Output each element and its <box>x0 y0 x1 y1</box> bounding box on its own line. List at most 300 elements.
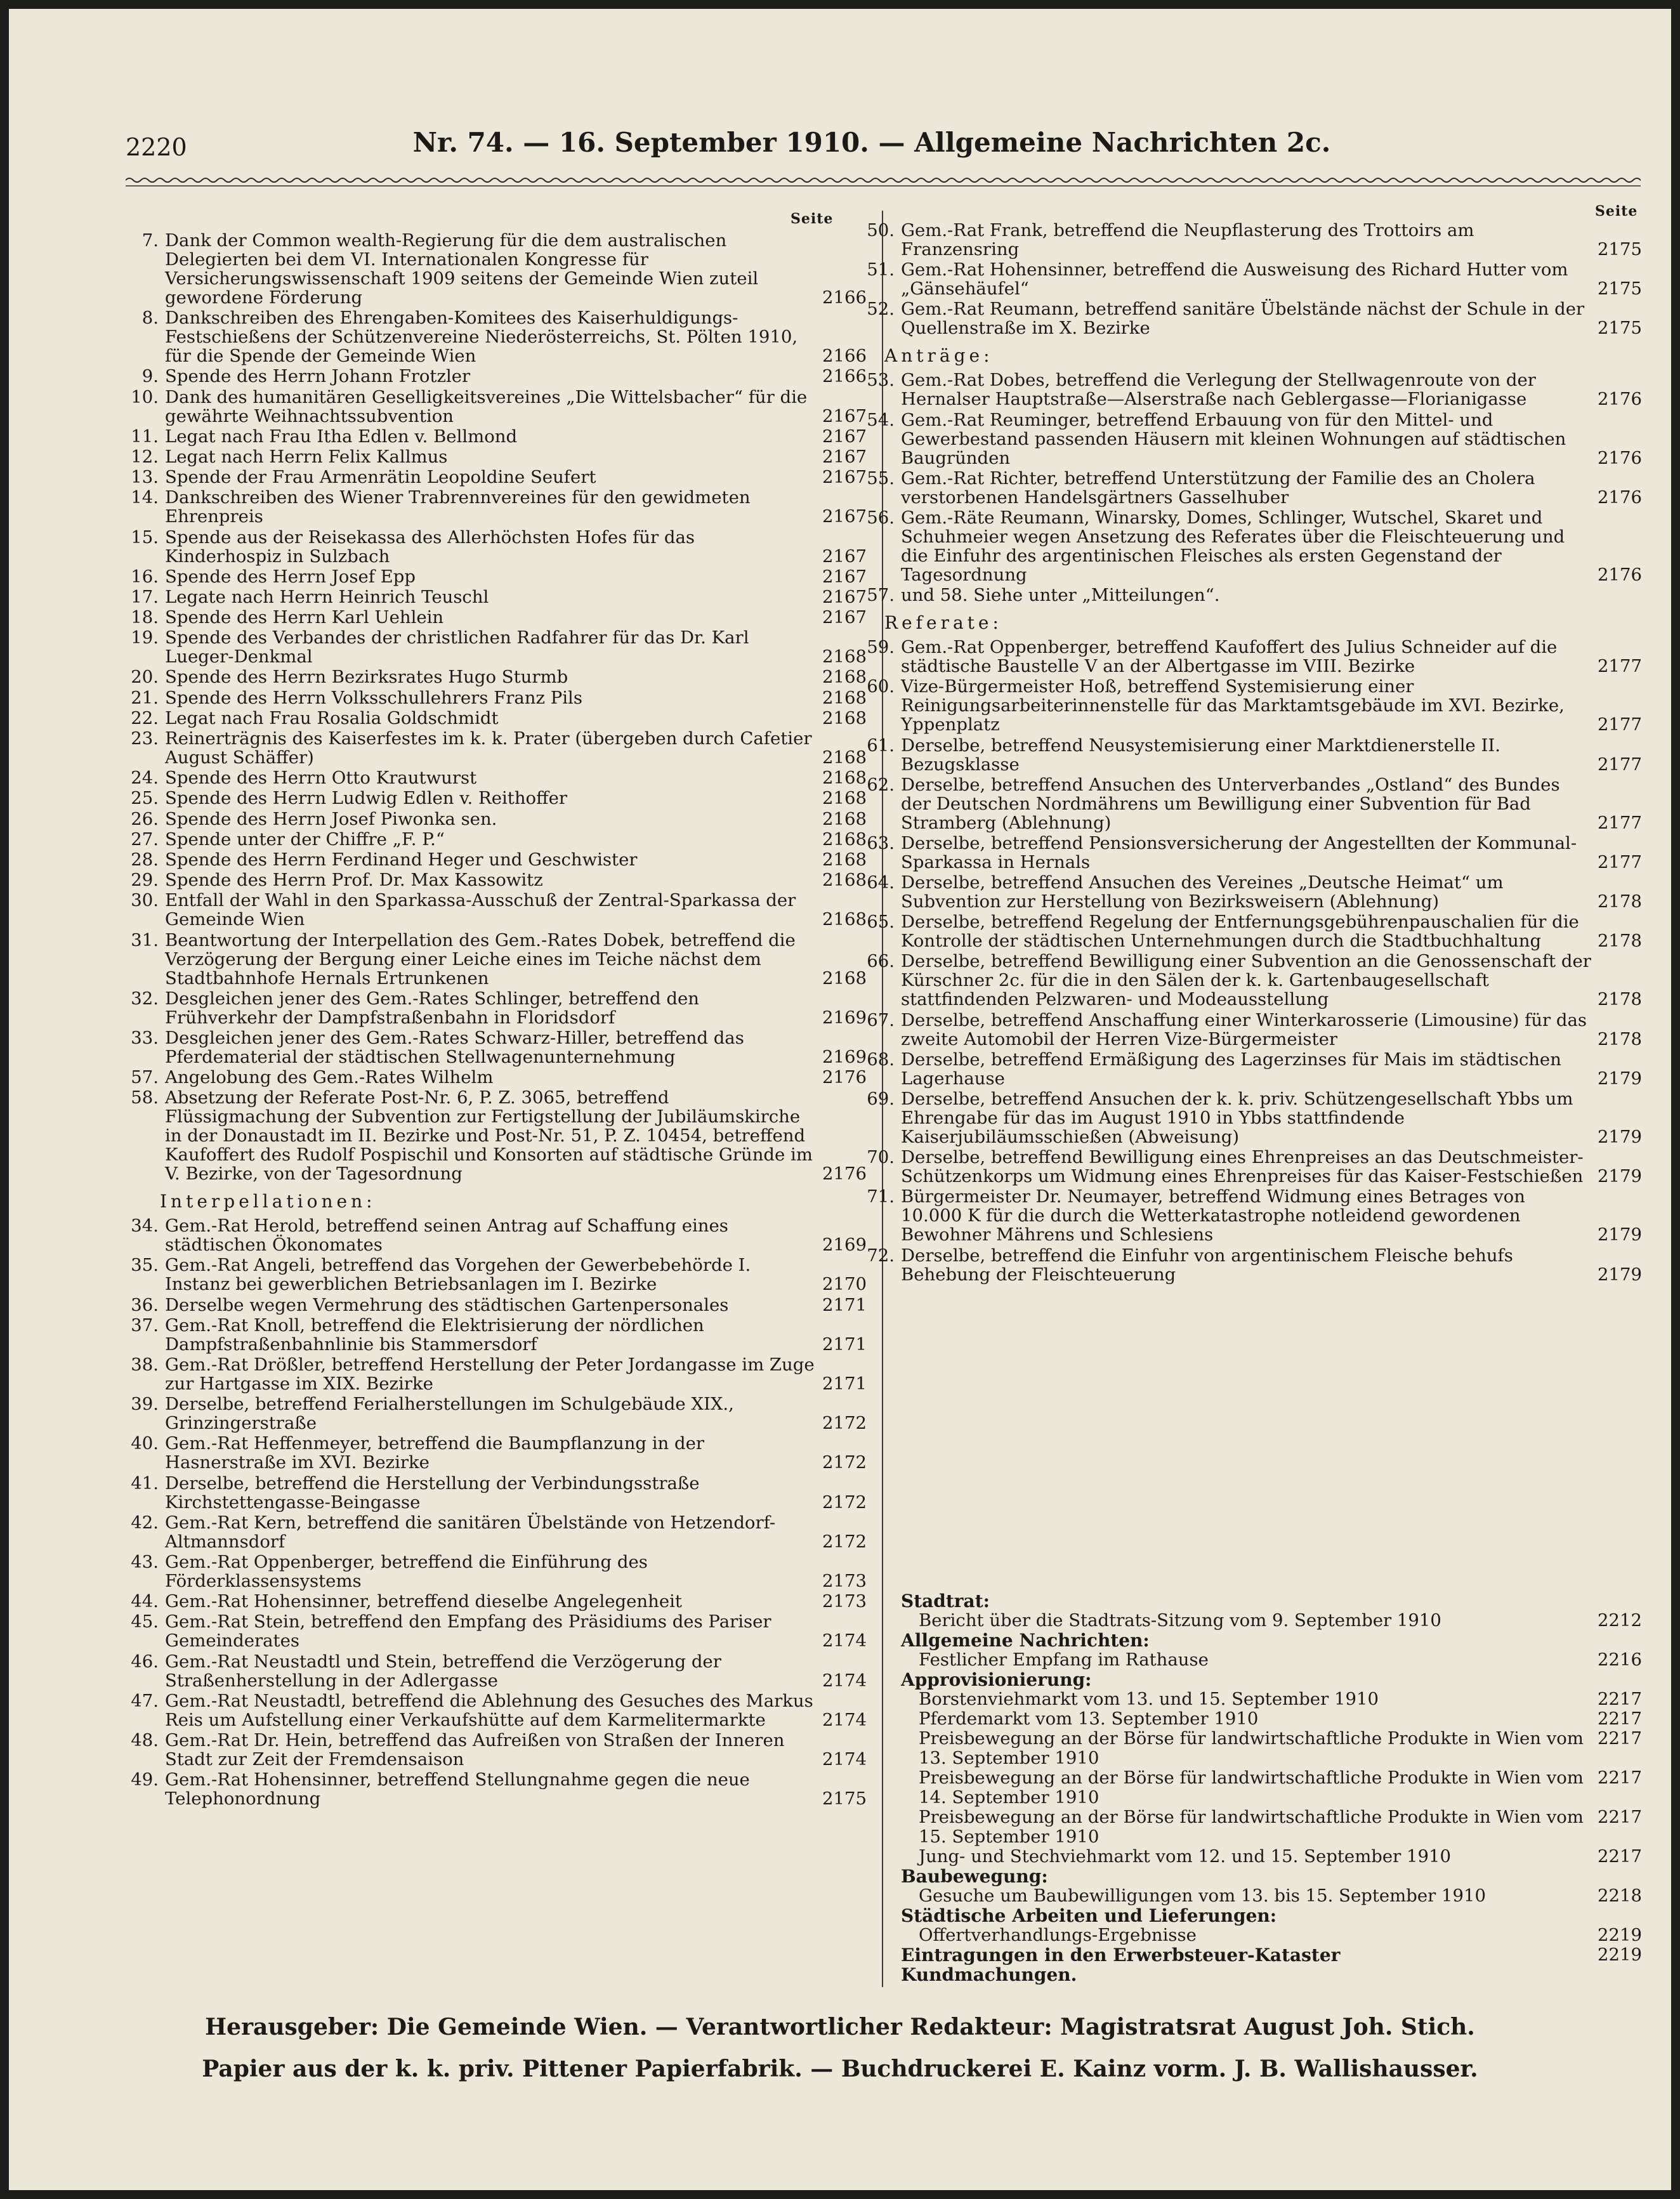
section-item <box>901 1808 1642 1847</box>
entry-text: Gem.-Rat Hohensinner, betreffend Stellungnahme gegen die neue Telephonordnung <box>165 1769 750 1809</box>
entry-number: 44. <box>131 1591 159 1612</box>
index-entry <box>867 220 1642 259</box>
index-entry <box>141 308 867 367</box>
entry-number: 18. <box>131 607 159 628</box>
entry-text: Entfall der Wahl in den Sparkassa-Ausschuß der Zentral-Sparkassa der Gemeinde Wien <box>165 890 796 930</box>
entry-text: Derselbe, betreffend Ansuchen des Vereines „Deutsche Heimat“ um Subvention zur Herstellung von Bezirksweisern (Ablehnung) <box>901 872 1504 912</box>
entry-number: 30. <box>131 890 159 911</box>
entry-page: 2177 <box>1598 656 1642 677</box>
entry-number: 15. <box>131 527 159 548</box>
entry-text: Derselbe, betreffend Bewilligung eines Ehrenpreises an das Deutschmeister-Schützenkorps um Widmung eines Ehrenpreises für das Kaiser-Festschießen <box>901 1147 1584 1187</box>
entry-page: 2174 <box>822 1709 867 1730</box>
entry-page: 2168 <box>822 870 867 891</box>
entry-text: Bürgermeister Dr. Neumayer, betreffend Widmung eines Betrages von 10.000 K für die durch die Wetterkatastrophe notleidend gewordenen Bewohner Mährens und Schlesiens <box>901 1186 1525 1245</box>
entry-text: Gem.-Rat Angeli, betreffend das Vorgehen der Gewerbebehörde I. Instanz bei gewerblichen Betriebsanlagen im I. Bezirke <box>165 1255 751 1295</box>
section-item <box>901 1690 1642 1709</box>
index-entry <box>131 1255 867 1295</box>
interpellationen-list <box>131 1216 867 1809</box>
entry-page: 2176 <box>1598 564 1642 585</box>
entry-number: 46. <box>131 1651 159 1672</box>
entry-number: 8. <box>141 308 159 329</box>
entry-page: 2179 <box>1598 1166 1642 1187</box>
entry-page: 2177 <box>1598 754 1642 775</box>
seite-label-right: Seite <box>1595 203 1638 220</box>
entry-page: 2175 <box>1598 318 1642 339</box>
entry-page: 2170 <box>822 1274 867 1295</box>
entry-text: Spende des Herrn Volksschullehrers Franz Pils <box>165 687 582 708</box>
running-head: Nr. 74. — 16. September 1910. — Allgemeine Nachrichten 2c. <box>412 127 1331 158</box>
section-heading: Eintragungen in den Erwerbsteuer-Kataster <box>901 1945 1341 1966</box>
entry-number: 51. <box>867 259 895 280</box>
entry-number: 70. <box>867 1147 895 1168</box>
section-item-page: 2219 <box>1598 1925 1642 1945</box>
index-entry <box>131 870 867 891</box>
entry-number: 49. <box>131 1769 159 1790</box>
entry-page: 2177 <box>1598 851 1642 872</box>
section-item-text: Bericht über die Stadtrats-Sitzung vom 9. September 1910 <box>919 1610 1441 1631</box>
entry-page: 2167 <box>822 446 867 467</box>
entry-page: 2174 <box>822 1749 867 1769</box>
section-heading-row <box>901 1591 1642 1611</box>
section-item-text: Preisbewegung an der Börse für landwirtschaftliche Produkte in Wien vom 13. September 1910 <box>919 1728 1584 1768</box>
entry-text: Spende des Herrn Bezirksrates Hugo Sturmb <box>165 667 568 688</box>
entry-number: 39. <box>131 1394 159 1415</box>
entry-text: Spende des Herrn Ferdinand Heger und Geschwister <box>165 849 638 870</box>
entry-page: 2167 <box>822 566 867 587</box>
right-column <box>867 220 1642 1285</box>
entry-number: 72. <box>867 1245 895 1266</box>
entry-number: 26. <box>131 808 159 829</box>
entry-page: 2169 <box>822 1046 867 1067</box>
entry-text: Gem.-Rat Hohensinner, betreffend die Ausweisung des Richard Hutter vom „Gänsehäufel“ <box>901 259 1568 299</box>
section-heading: Allgemeine Nachrichten: <box>901 1630 1150 1651</box>
section-heading-row <box>901 1670 1642 1690</box>
entry-number: 62. <box>867 774 895 795</box>
entry-text: Derselbe, betreffend Pensionsversicherung der Angestellten der Kommunal-Sparkassa in Hernals <box>901 832 1577 872</box>
entry-number: 41. <box>131 1473 159 1493</box>
index-entry <box>131 849 867 870</box>
section-item-text: Offertverhandlungs-Ergebnisse <box>919 1925 1197 1945</box>
entry-text: Derselbe, betreffend Ferialherstellungen im Schulgebäude XIX., Grinzingerstraße <box>165 1394 734 1434</box>
section-item-page: 2217 <box>1598 1846 1642 1867</box>
index-entry <box>131 1612 867 1651</box>
entry-page: 2179 <box>1598 1068 1642 1089</box>
index-entry <box>131 527 867 567</box>
section-item-page: 2216 <box>1598 1650 1642 1670</box>
index-entry <box>131 1067 867 1088</box>
entry-page: 2172 <box>822 1413 867 1434</box>
index-entry <box>131 1394 867 1434</box>
entry-text: Desgleichen jener des Gem.-Rates Schlinger, betreffend den Frühverkehr der Dampfstraßenbahn in Floridsdorf <box>165 988 699 1028</box>
index-entry <box>867 1245 1642 1285</box>
entry-number: 57. <box>867 585 895 606</box>
entry-text: Gem.-Rat Oppenberger, betreffend die Einführung des Förderklassensystems <box>165 1551 648 1591</box>
index-entry <box>131 1087 867 1185</box>
entry-number: 43. <box>131 1551 159 1572</box>
entry-page: 2167 <box>822 546 867 567</box>
index-entry <box>131 707 867 728</box>
entry-number: 20. <box>131 667 159 688</box>
index-entry <box>131 1433 867 1473</box>
index-entry <box>131 1591 867 1612</box>
entry-number: 17. <box>131 586 159 607</box>
entry-text: Derselbe, betreffend Ermäßigung des Lagerzinses für Mais im städtischen Lagerhause <box>901 1049 1561 1089</box>
entry-text: Legat nach Frau Itha Edlen v. Bellmond <box>165 426 518 447</box>
entry-text: Gem.-Rat Dobes, betreffend die Verlegung der Stellwagenroute von der Hernalser Hauptstraße—Alserstraße nach Geblergasse—Florianigasse <box>901 370 1536 410</box>
entry-text: Dankschreiben des Wiener Trabrennvereines für den gewidmeten Ehrenpreis <box>165 487 751 527</box>
entry-number: 54. <box>867 409 895 430</box>
entry-page: 2168 <box>822 647 867 667</box>
entry-text: Derselbe wegen Vermehrung des städtischen Gartenpersonales <box>165 1294 729 1315</box>
index-entry <box>131 467 867 488</box>
index-entry <box>131 1027 867 1067</box>
index-entry <box>141 230 867 308</box>
entry-number: 34. <box>131 1216 159 1237</box>
entry-number: 25. <box>131 788 159 809</box>
antraege-heading: Anträge: <box>884 345 994 367</box>
section-item-text: Borstenviehmarkt vom 13. und 15. September 1910 <box>919 1689 1379 1709</box>
index-entry <box>867 951 1642 1010</box>
entry-page: 2169 <box>822 1235 867 1256</box>
right-entry-list <box>867 220 1642 339</box>
entry-text: Spende des Herrn Otto Krautwurst <box>165 768 477 789</box>
entry-number: 28. <box>131 849 159 870</box>
index-entry <box>131 728 867 768</box>
index-entry <box>867 774 1642 833</box>
entry-page: 2179 <box>1598 1264 1642 1285</box>
entry-number: 56. <box>867 507 895 528</box>
section-item <box>901 1847 1642 1867</box>
index-entry <box>867 1049 1642 1089</box>
entry-page: 2176 <box>822 1164 867 1185</box>
entry-page: 2168 <box>822 687 867 708</box>
entry-text: Dankschreiben des Ehrengaben-Komitees des Kaiserhuldigungs-Festschießens der Schützenvereine Niederösterreichs, St. Pölten 1910, für die Spende der Gemeinde Wien <box>165 308 798 367</box>
entry-number: 61. <box>867 735 895 756</box>
entry-text: Spende unter der Chiffre „F. P.“ <box>165 829 445 850</box>
imprint-publisher: Herausgeber: Die Gemeinde Wien. — Verantwortlicher Redakteur: Magistratsrat August Joh. Stich. <box>205 2014 1475 2040</box>
entry-number: 53. <box>867 370 895 391</box>
entry-text: Gem.-Rat Reuminger, betreffend Erbauung von für den Mittel- und Gewerbestand passenden Häusern mit kleinen Wohnungen auf städtischen Baugründen <box>901 409 1566 468</box>
entry-number: 32. <box>131 988 159 1009</box>
header-wavy-rule <box>126 175 1641 189</box>
index-entry <box>131 1730 867 1769</box>
entry-number: 11. <box>131 426 159 447</box>
section-item-text: Jung- und Stechviehmarkt vom 12. und 15. September 1910 <box>919 1846 1452 1867</box>
index-entry <box>867 507 1642 585</box>
index-entry <box>867 1009 1642 1049</box>
entry-page: 2172 <box>822 1492 867 1513</box>
index-entry <box>867 370 1642 410</box>
entry-text: Reinerträgnis des Kaiserfestes im k. k. Prater (übergeben durch Cafetier August Schäffer) <box>165 728 812 768</box>
entry-page: 2168 <box>822 968 867 988</box>
index-entry <box>131 607 867 628</box>
section-index <box>901 1591 1642 1985</box>
entry-page: 2171 <box>822 1334 867 1355</box>
entry-text: Gem.-Rat Stein, betreffend den Empfang des Präsidiums des Pariser Gemeinderates <box>165 1612 771 1651</box>
index-entry <box>141 366 867 387</box>
entry-number: 55. <box>867 468 895 489</box>
entry-text: Derselbe, betreffend Bewilligung einer Subvention an die Genossenschaft der Kürschner 2c. für die in den Sälen der k. k. Gartenbaugesellschaft stattfindenden Pelzwaren- und Modeausstellung <box>901 951 1591 1010</box>
entry-number: 19. <box>131 627 159 648</box>
section-heading-row <box>901 1965 1642 1985</box>
entry-page: 2179 <box>1598 1224 1642 1245</box>
entry-text: Derselbe, betreffend die Einfuhr von argentinischem Fleische behufs Behebung der Fleischteuerung <box>901 1245 1513 1285</box>
entry-number: 47. <box>131 1690 159 1711</box>
entry-page: 2178 <box>1598 1028 1642 1049</box>
entry-text: und 58. Siehe unter „Mitteilungen“. <box>901 585 1220 606</box>
index-entry <box>867 259 1642 299</box>
section-item-page: 2217 <box>1598 1709 1642 1729</box>
entry-page: 2168 <box>822 747 867 768</box>
entry-text: Gem.-Rat Richter, betreffend Unterstützung der Familie des an Cholera verstorbenen Handelsgärtners Gasselhuber <box>901 468 1535 508</box>
entry-text: Gem.-Rat Heffenmeyer, betreffend die Baumpflanzung in der Hasnerstraße im XVI. Bezirke <box>165 1433 705 1473</box>
entry-text: Gem.-Rat Reumann, betreffend sanitäre Übelstände nächst der Schule in der Quellenstraße im X. Bezirke <box>901 299 1585 339</box>
section-heading: Kundmachungen. <box>901 1964 1077 1985</box>
entry-page: 2166 <box>822 287 867 308</box>
index-entry <box>131 1355 867 1394</box>
entry-text: Spende des Herrn Prof. Dr. Max Kassowitz <box>165 870 543 891</box>
entry-number: 24. <box>131 768 159 789</box>
entry-number: 48. <box>131 1730 159 1750</box>
index-entry <box>131 929 867 988</box>
entry-page: 2168 <box>822 849 867 870</box>
entry-number: 16. <box>131 566 159 587</box>
entry-number: 9. <box>141 366 159 387</box>
entry-page: 2177 <box>1598 714 1642 735</box>
entry-text: Spende des Herrn Josef Piwonka sen. <box>165 808 497 829</box>
entry-page: 2167 <box>822 506 867 527</box>
index-entry <box>867 912 1642 952</box>
entry-number: 37. <box>131 1315 159 1336</box>
entry-page: 2168 <box>822 808 867 829</box>
entry-page: 2168 <box>822 707 867 728</box>
index-entry <box>131 446 867 467</box>
entry-page: 2167 <box>822 607 867 628</box>
entry-page: 2168 <box>822 909 867 930</box>
index-entry <box>867 676 1642 735</box>
entry-number: 50. <box>867 220 895 240</box>
referate-list <box>867 637 1642 1285</box>
index-entry <box>131 1551 867 1591</box>
entry-number: 38. <box>131 1355 159 1375</box>
entry-text: Gem.-Rat Oppenberger, betreffend Kaufoffert des Julius Schneider auf die städtische Baustelle V an der Albertgasse im VIII. Bezirke <box>901 637 1558 677</box>
imprint-printer: Papier aus der k. k. priv. Pittener Papierfabrik. — Buchdruckerei E. Kainz vorm. J. B. Wallishausser. <box>202 2056 1478 2082</box>
entry-number: 63. <box>867 832 895 853</box>
entry-page: 2173 <box>822 1570 867 1591</box>
entry-number: 27. <box>131 829 159 850</box>
index-entry <box>131 586 867 607</box>
entry-number: 23. <box>131 728 159 749</box>
index-entry <box>131 1216 867 1256</box>
entry-text: Gem.-Rat Frank, betreffend die Neupflasterung des Trottoirs am Franzensring <box>901 220 1474 259</box>
entry-number: 13. <box>131 467 159 488</box>
section-heading: Stadtrat: <box>901 1591 990 1612</box>
entry-page: 2176 <box>1598 389 1642 410</box>
index-entry <box>867 1186 1642 1245</box>
left-entry-list <box>131 230 867 1185</box>
section-item-page: 2217 <box>1598 1728 1642 1749</box>
index-entry <box>131 566 867 587</box>
entry-text: Legat nach Frau Rosalia Goldschmidt <box>165 707 499 728</box>
entry-number: 10. <box>131 386 159 407</box>
entry-number: 64. <box>867 872 895 893</box>
index-entry <box>867 735 1642 775</box>
referate-heading: Referate: <box>884 612 1002 634</box>
entry-page: 2166 <box>822 346 867 367</box>
entry-number: 14. <box>131 487 159 508</box>
seite-label-left: Seite <box>791 211 834 227</box>
index-entry <box>131 829 867 850</box>
index-entry <box>131 426 867 447</box>
entry-text: Derselbe, betreffend Anschaffung einer Winterkarosserie (Limousine) für das zweite Automobil der Herren Vize-Bürgermeister <box>901 1009 1587 1049</box>
entry-text: Gem.-Rat Herold, betreffend seinen Antrag auf Schaffung eines städtischen Ökonomates <box>165 1216 728 1256</box>
entry-number: 42. <box>131 1512 159 1533</box>
entry-text: Gem.-Rat Neustadtl, betreffend die Ablehnung des Gesuches des Markus Reis um Aufstellung einer Verkaufshütte auf dem Karmelitermarkte <box>165 1690 813 1730</box>
section-heading-row <box>901 1945 1642 1965</box>
entry-text: Spende des Herrn Ludwig Edlen v. Reithoffer <box>165 788 568 809</box>
entry-number: 22. <box>131 707 159 728</box>
entry-number: 45. <box>131 1612 159 1632</box>
entry-text: Derselbe, betreffend Regelung der Entfernungsgebührenpauschalien für die Kontrolle der städtischen Unternehmungen durch die Stadtbuchhaltung <box>901 912 1579 952</box>
entry-number: 66. <box>867 951 895 972</box>
interpellationen-heading: Interpellationen: <box>160 1191 376 1212</box>
section-item <box>901 1729 1642 1768</box>
entry-number: 33. <box>131 1027 159 1048</box>
index-entry <box>131 1651 867 1691</box>
entry-text: Derselbe, betreffend Neusystemisierung einer Marktdienerstelle II. Bezugsklasse <box>901 735 1501 775</box>
index-entry <box>131 1315 867 1355</box>
index-entry <box>131 1473 867 1513</box>
entry-page: 2174 <box>822 1631 867 1651</box>
entry-number: 21. <box>131 687 159 708</box>
entry-number: 7. <box>141 230 159 251</box>
entry-text: Legat nach Herrn Felix Kallmus <box>165 446 448 467</box>
entry-text: Gem.-Rat Kern, betreffend die sanitären Übelstände von Hetzendorf-Altmannsdorf <box>165 1512 776 1552</box>
entry-text: Beantwortung der Interpellation des Gem.-Rates Dobek, betreffend die Verzögerung der Bergung einer Leiche eines im Teiche nächst dem Stadtbahnhofe Hernals Ertrunkenen <box>165 929 796 988</box>
entry-number: 65. <box>867 912 895 933</box>
entry-text: Gem.-Rat Neustadtl und Stein, betreffend die Verzögerung der Straßenherstellung in der Adlergasse <box>165 1651 721 1691</box>
section-heading: Approvisionierung: <box>901 1669 1092 1690</box>
entry-text: Gem.-Rat Drößler, betreffend Herstellung der Peter Jordangasse im Zuge zur Hartgasse im XIX. Bezirke <box>165 1355 815 1394</box>
entry-number: 52. <box>867 299 895 320</box>
index-entry <box>867 872 1642 912</box>
entry-number: 12. <box>131 446 159 467</box>
entry-text: Spende des Herrn Josef Epp <box>165 566 416 587</box>
entry-number: 68. <box>867 1049 895 1070</box>
entry-text: Spende der Frau Armenrätin Leopoldine Seufert <box>165 467 596 488</box>
entry-text: Absetzung der Referate Post-Nr. 6, P. Z. 3065, betreffend Flüssigmachung der Subvention zur Fertigstellung der Jubiläumskirche in der Donaustadt im II. Bezirke und Post-Nr. 51, P. Z. 10454, betreffend Kaufoffert des Rudolf Pospischil und Konsorten auf städtische Gründe im V. Bezirke, von der Tagesordnung <box>165 1087 813 1185</box>
index-entry <box>131 386 867 426</box>
entry-page: 2177 <box>1598 812 1642 833</box>
entry-number: 31. <box>131 929 159 950</box>
section-item-text: Pferdemarkt vom 13. September 1910 <box>919 1709 1259 1729</box>
entry-page: 2178 <box>1598 989 1642 1010</box>
section-item <box>901 1709 1642 1729</box>
entry-number: 35. <box>131 1255 159 1276</box>
section-item-page: 2217 <box>1598 1807 1642 1827</box>
entry-text: Derselbe, betreffend Ansuchen des Unterverbandes „Ostland“ des Bundes der Deutschen Nordmährens um Bewilligung einer Subvention für Bad Stramberg (Ablehnung) <box>901 774 1560 833</box>
entry-page: 2175 <box>822 1789 867 1809</box>
entry-number: 67. <box>867 1009 895 1030</box>
index-entry <box>867 1147 1642 1187</box>
index-entry <box>131 667 867 688</box>
entry-text: Derselbe, betreffend Ansuchen der k. k. priv. Schützengesellschaft Ybbs um Ehrengabe für das im August 1910 in Ybbs stattfindende Kaiserjubiläumsschießen (Abweisung) <box>901 1089 1573 1147</box>
entry-page: 2167 <box>822 467 867 488</box>
entry-page: 2167 <box>822 426 867 447</box>
entry-page: 2179 <box>1598 1127 1642 1147</box>
entry-page: 2168 <box>822 829 867 850</box>
antraege-list <box>867 370 1642 606</box>
section-heading: Baubewegung: <box>901 1866 1048 1887</box>
entry-page: 2166 <box>822 366 867 387</box>
index-entry <box>131 687 867 708</box>
section-heading-row <box>901 1906 1642 1926</box>
index-entry <box>131 788 867 809</box>
entry-number: 29. <box>131 870 159 891</box>
index-entry <box>131 1512 867 1552</box>
left-column <box>131 230 867 1809</box>
section-item-text: Preisbewegung an der Börse für landwirtschaftliche Produkte in Wien vom 14. September 1910 <box>919 1768 1584 1808</box>
index-entry <box>867 585 1642 606</box>
entry-number: 58. <box>131 1087 159 1108</box>
entry-text: Derselbe, betreffend die Herstellung der Verbindungsstraße Kirchstettengasse-Beingasse <box>165 1473 700 1513</box>
entry-number: 60. <box>867 676 895 697</box>
entry-text: Legate nach Herrn Heinrich Teuschl <box>165 586 489 607</box>
entry-text: Gem.-Rat Knoll, betreffend die Elektrisierung der nördlichen Dampfstraßenbahnlinie bis Stammersdorf <box>165 1315 704 1355</box>
section-item-text: Festlicher Empfang im Rathause <box>919 1650 1209 1670</box>
entry-page: 2173 <box>822 1591 867 1612</box>
section-item-text: Gesuche um Baubewilligungen vom 13. bis 15. September 1910 <box>919 1886 1486 1906</box>
entry-number: 59. <box>867 637 895 658</box>
entry-page: 2178 <box>1598 891 1642 912</box>
section-item <box>901 1768 1642 1808</box>
index-entry <box>131 1769 867 1809</box>
entry-page: 2176 <box>1598 447 1642 468</box>
section-heading-row <box>901 1631 1642 1650</box>
index-entry <box>867 832 1642 872</box>
section-item-page: 2217 <box>1598 1768 1642 1788</box>
section-item <box>901 1611 1642 1631</box>
section-item-page: 2217 <box>1598 1689 1642 1709</box>
section-heading: Städtische Arbeiten und Lieferungen: <box>901 1905 1277 1926</box>
entry-page: 2168 <box>822 768 867 789</box>
index-entry <box>867 637 1642 677</box>
entry-page: 2169 <box>822 1007 867 1028</box>
entry-text: Spende des Herrn Karl Uehlein <box>165 607 444 628</box>
entry-number: 36. <box>131 1294 159 1315</box>
section-heading-row <box>901 1867 1642 1886</box>
index-entry <box>131 1690 867 1730</box>
index-entry <box>131 988 867 1028</box>
entry-page: 2176 <box>822 1067 867 1088</box>
entry-text: Gem.-Rat Hohensinner, betreffend dieselbe Angelegenheit <box>165 1591 682 1612</box>
index-entry <box>131 627 867 667</box>
entry-text: Dank des humanitären Geselligkeitsvereines „Die Wittelsbacher“ für die gewährte Weihnachtssubvention <box>165 386 808 426</box>
index-entry <box>867 1089 1642 1147</box>
entry-page: 2175 <box>1598 279 1642 299</box>
section-item-page: 2212 <box>1598 1610 1642 1631</box>
entry-page: 2171 <box>822 1374 867 1394</box>
page <box>9 9 1671 2190</box>
entry-page: 2168 <box>822 788 867 809</box>
index-entry <box>131 487 867 527</box>
entry-text: Spende des Verbandes der christlichen Radfahrer für das Dr. Karl Lueger-Denkmal <box>165 627 749 667</box>
entry-number: 71. <box>867 1186 895 1207</box>
entry-text: Angelobung des Gem.-Rates Wilhelm <box>165 1067 494 1088</box>
index-entry <box>867 468 1642 508</box>
index-entry <box>867 409 1642 468</box>
entry-page: 2167 <box>822 405 867 426</box>
